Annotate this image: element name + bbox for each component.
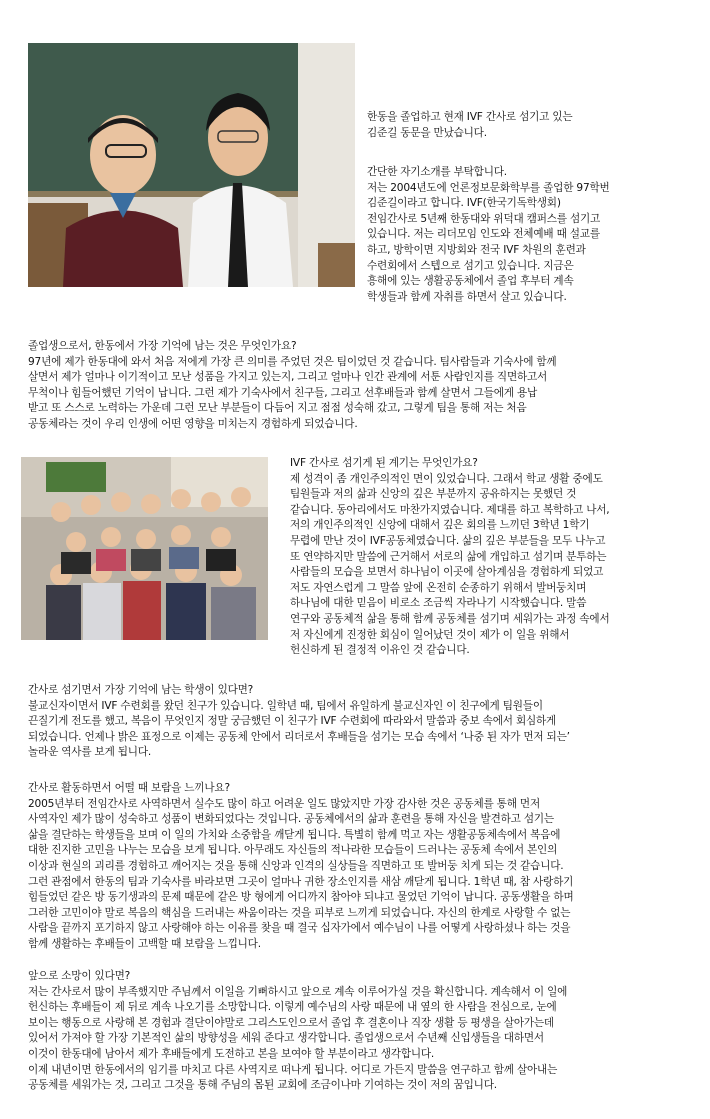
motive-answer: IVF 간사로 섬기게 된 계기는 무엇인가요? 제 성격이 좀 개인주의적인 면이 있었습니다. 그래서 학교 생활 중에도 팀원들과 저의 삶과 신앙의 깊은 부분까지 공유하지는 못했던 것 같습니다. 동아리에서도 마찬가지였습니다. 제대를 하고 복학하고 나서, 저의 개인주의적인 신앙에 대해서 깊은 회의를 느끼던 3학년 1학기 무렵에 만난 것이 IVF공동체였습니다. 삶의 깊은 부분들을 모두 나누고 또 연약하지만 말씀에 근거해서 서로의 삶에 개입하고 섬기며 분투하는 사람들의 모습을 보면서 하나님이 이곳에 살아계심을 경험하게 되었고 저도 자연스럽게 그 말씀 앞에 온전히 순종하기 위해서 발버둥치며 하나님에 대한 믿음이 비로소 조금씩 자라나기 시작했습니다. 말씀 연구와 공동체적 삶을 통해 함께 공동체를 섬기며 세워가는 과정 속에서 저 자신에게 진정한 회심이 일어났던 것이 제가 이 일을 위해서 헌신하게 된 결정적 이유인 것 같습니다.: [290, 457, 610, 657]
intro-text: 한동을 졸업하고 현재 IVF 간사로 섬기고 있는 김준길 동문을 만났습니다.: [367, 111, 573, 139]
group-photo: [21, 457, 268, 640]
self-intro-answer: 간단한 자기소개를 부탁합니다. 저는 2004년도에 언론정보문화학부를 졸업한 97학번 김준길이라고 합니다. IVF(한국기독학생회) 전임간사로 5년째 한동대와 위덕대 캠퍼스를 섬기고 있습니다. 저는 리더모임 인도와 전체예배 때 설교를 하고, 방학이면 지방회와 전국 IVF 차원의 훈련과 수련회에서 스텝으로 섬기고 있습니다. 지금은 흥해에 있는 생활공동체에서 졸업 후부터 계속 학생들과 함께 자취를 하면서 살고 있습니다.: [367, 166, 610, 303]
interview-photo: [28, 43, 355, 287]
student-answer: 간사로 섬기면서 가장 기억에 남는 학생이 있다면? 불교신자이면서 IVF 수련회를 왔던 친구가 있습니다. 일학년 때, 팀에서 유일하게 불교신자인 이 친구에게 팀원들이 끈질기게 전도를 했고, 복음이 무엇인지 정말 궁금했던 이 친구가 IVF 수련회에 따라와서 말씀과 중보 속에서 회심하게 되었습니다. 언제나 밝은 표정으로 이제는 공동체 안에서 리더로서 후배들을 섬기는 모습 속에서 ‘나중 된 자가 먼저 되는’ 놀라운 역사를 보게 됩니다.: [28, 684, 570, 759]
hope-answer: 앞으로 소망이 있다면? 저는 간사로서 많이 부족했지만 주님께서 이일을 기뻐하시고 앞으로 계속 이루어가실 것을 확신합니다. 계속해서 이 일에 헌신하는 후배들이 제 뒤로 계속 나오기를 소망합니다. 이렇게 예수님의 사랑 때문에 내 옆의 한 사람을 전심으로, 눈에 보이는 행동으로 사랑해 본 경험과 결단이야말로 그리스도인으로서 졸업 후 결혼이나 직장 생활 등 평생을 살아가는데 있어서 가져야 할 가장 기본적인 삶의 방향성을 세워 준다고 생각합니다. 졸업생으로서 수년째 신입생들을 대하면서 이것이 한동대에 남아서 제가 후배들에게 도전하고 본을 보여야 할 부분이라고 생각합니다. 이제 내년이면 한동에서의 임기를 마치고 다른 사역지로 떠나게 됩니다. 어디로 가든지 말씀을 연구하고 함께 살아내는 공동체를 세워가는 것, 그리고 그것을 통해 주님의 몸된 교회에 조금이나마 기여하는 것이 저의 꿈입니다.: [28, 970, 568, 1092]
memory-answer: 졸업생으로서, 한동에서 가장 기억에 남는 것은 무엇인가요? 97년에 제가 한동대에 와서 처음 저에게 가장 큰 의미를 주었던 것은 팀이었던 것 같습니다. 팀사람들과 기숙사에 함께 살면서 제가 얼마나 이기적이고 모난 성품을 가지고 있는지, 그리고 얼마나 인간 관계에 서툰 사람인지를 직면하고서 무척이나 힘들어했던 기억이 납니다. 그런 제가 기숙사에서 친구들, 그리고 선후배들과 함께 살면서 그들에게 용납 받고 또 스스로 노력하는 가운데 그런 모난 부분들이 다듬어 지고 점점 성숙해 갔고, 그렇게 팀을 통해 저는 처음 공동체라는 것이 우리 인생에 어떤 영향을 미치는지 경험하게 되었습니다.: [28, 340, 557, 430]
reward-answer: 간사로 활동하면서 어떨 때 보람을 느끼나요? 2005년부터 전임간사로 사역하면서 실수도 많이 하고 어려운 일도 많았지만 가장 감사한 것은 공동체를 통해 먼저 사역자인 제가 많이 성숙하고 성품이 변화되었다는 것입니다. 공동체에서의 삶과 훈련을 통해 자신을 발견하고 섬기는 삶을 결단하는 학생들을 보며 이 일의 가치와 소중함을 깨닫게 됩니다. 특별히 함께 먹고 자는 생활공동체속에서 복음에 대한 진지한 고민을 나누는 모습을 보게 됩니다. 아무래도 자신들의 적나라한 모습들이 드러나는 공동체 속에서 본인의 이상과 현실의 괴리를 경험하고 깨어지는 것을 통해 신앙과 인격의 실상들을 직면하고 또 발버둥 치게 되는 것 같습니다. 그런 관점에서 한동의 팀과 기숙사를 바라보면 그곳이 얼마나 귀한 장소인지를 새삼 깨닫게 됩니다. 1학년 때, 참 사랑하기 힘들었던 같은 방 동기생과의 문제 때문에 같은 방 형에게 어디까지 참아야 되냐고 물었던 기억이 납니다. 공동생활을 하며 그러한 고민이야 말로 복음의 핵심을 드러내는 싸움이라는 것을 피부로 느끼게 되었습니다. 자신의 한계로 사랑할 수 없는 사람을 끝까지 포기하지 않고 사랑해야 하는 이유를 찾을 때 결국 십자가에서 예수님이 나를 어떻게 사랑하셨나 하는 것을 함께 생활하는 후배들이 고백할 때 보람을 느낍니다.: [28, 782, 574, 950]
